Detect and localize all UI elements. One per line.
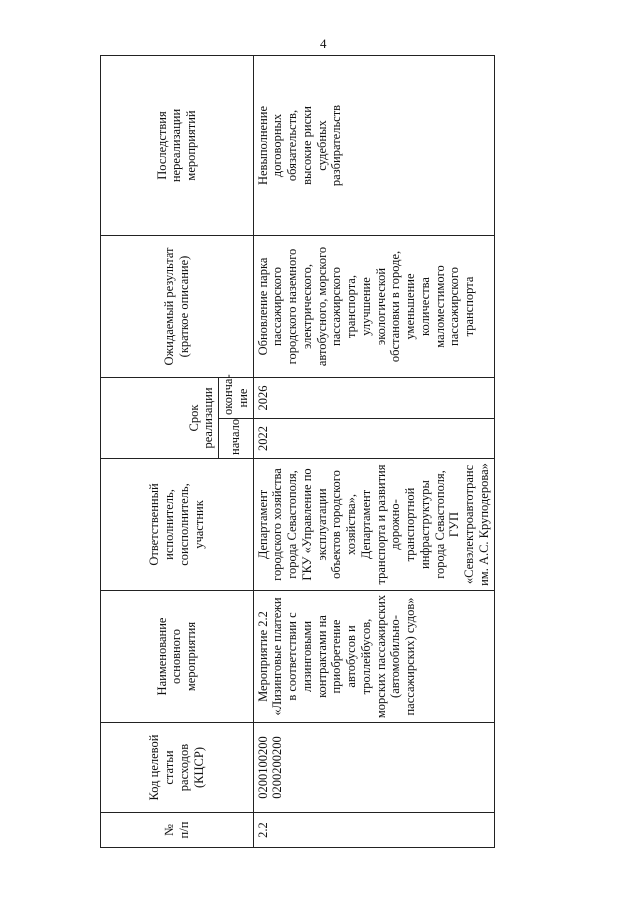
header-responsible: Ответственный исполнитель, соисполнитель, участник <box>101 459 254 591</box>
measures-table <box>100 55 495 848</box>
header-term-start: начало <box>219 419 254 459</box>
row-consequences: Невыполнение договорных обязательств, высокие риски судебных разбирательств <box>253 56 494 236</box>
row-result: Обновление парка пассажирского городского наземного электрического, автобусного, морского пассажирского транспорта, улучшение экологической обстановки в городе, уменьшение количества маломестимого пассажирского транспорта <box>253 236 494 378</box>
row-term-end: 2026 <box>253 378 494 419</box>
row-num: 2.2 <box>253 813 494 848</box>
page-number: 4 <box>320 36 327 51</box>
row-name: Мероприятие 2.2 «Лизинговые платежи в соответствии с лизинговыми контрактами на приобретение автобусов и троллейбусов, морских пассажирских (автомобильно- пассажирских) судов» <box>253 591 494 723</box>
header-name: Наименование основного мероприятия <box>101 591 254 723</box>
row-term-start: 2022 <box>253 419 494 459</box>
header-result: Ожидаемый результат (краткое описание) <box>101 236 254 378</box>
header-term-end: оконча- ние <box>219 378 254 419</box>
header-code: Код целевой статьи расходов (КЦСР) <box>101 723 254 813</box>
row-responsible: Департамент городского хозяйства города Севастополя, ГКУ «Управление по эксплуатации объектов городского хозяйства», Департамент транспорта и развития дорожно- транспортной инфраструктуры города Севастополя, ГУП «Севэлектроавтотранс им. А.С. Круподерова» <box>253 459 494 591</box>
header-num: № п/п <box>101 813 254 848</box>
header-term: Срок реализации <box>101 378 219 459</box>
table-row <box>253 56 494 848</box>
row-code: 0200100200 0200200200 <box>253 723 494 813</box>
rotated-table-sheet <box>100 56 491 848</box>
header-consequences: Последствия нереализации мероприятий <box>101 56 254 236</box>
